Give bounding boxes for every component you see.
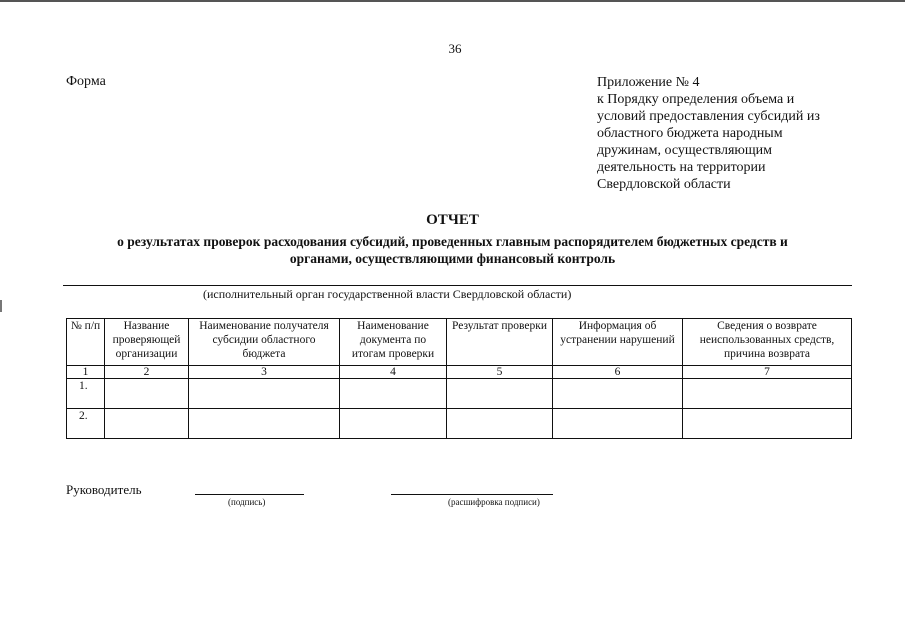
appendix-line: к Порядку определения объема и [597, 92, 795, 107]
header-cell: Информация об устранении нарушений [553, 319, 683, 366]
appendix-line: дружинам, осуществляющим [597, 143, 772, 158]
subtitle-line-1: о результатах проверок расходования субсидий, проведенных главным распорядителем бюджетных средств и [117, 234, 788, 249]
subtitle-line-2: органами, осуществляющими финансовый контроль [289, 251, 616, 266]
table-row [67, 409, 852, 439]
empty-cell [553, 409, 683, 439]
empty-cell [447, 409, 553, 439]
table-row [67, 379, 852, 409]
org-caption: (исполнительный орган государственной власти Свердловской области) [203, 287, 572, 301]
empty-cell [553, 379, 683, 409]
appendix-line: областного бюджета народным [597, 126, 783, 141]
empty-cell [189, 379, 340, 409]
column-number-cell: 5 [447, 366, 553, 379]
report-title: ОТЧЕТ [426, 212, 479, 228]
org-name-line [63, 285, 852, 286]
column-number-row [67, 366, 852, 379]
signature-decode-caption: (расшифровка подписи) [448, 497, 540, 507]
column-number-cell: 7 [683, 366, 852, 379]
header-cell: Наименование документа по итогам проверки [340, 319, 447, 366]
appendix-line: условий предоставления субсидий из [597, 109, 820, 124]
appendix-line: Приложение № 4 [597, 75, 700, 90]
header-cell: № п/п [67, 319, 105, 366]
row-number-cell: 1. [67, 379, 105, 409]
column-number-cell: 2 [105, 366, 189, 379]
empty-cell [683, 409, 852, 439]
column-number-cell: 1 [67, 366, 105, 379]
signature-caption: (подпись) [228, 497, 266, 507]
row-number-cell: 2. [67, 409, 105, 439]
empty-cell [340, 379, 447, 409]
page-number: 36 [448, 41, 462, 56]
scan-edge-mark [0, 300, 2, 312]
signature-line [195, 494, 304, 495]
form-label: Форма [66, 74, 106, 89]
appendix-line: деятельность на территории [597, 160, 766, 175]
header-cell: Сведения о возврате неиспользованных средств, причина возврата [683, 319, 852, 366]
table-header-row [67, 319, 852, 366]
column-number-cell: 4 [340, 366, 447, 379]
signature-label: Руководитель [66, 482, 142, 497]
column-number-cell: 6 [553, 366, 683, 379]
empty-cell [105, 379, 189, 409]
column-number-cell: 3 [189, 366, 340, 379]
empty-cell [340, 409, 447, 439]
empty-cell [189, 409, 340, 439]
empty-cell [105, 409, 189, 439]
report-subtitle [40, 233, 865, 267]
appendix-block [597, 74, 857, 193]
header-cell: Название проверяющей организации [105, 319, 189, 366]
appendix-line: Свердловской области [597, 177, 731, 192]
empty-cell [447, 379, 553, 409]
report-table [66, 318, 852, 439]
signature-decode-line [391, 494, 553, 495]
empty-cell [683, 379, 852, 409]
header-cell: Наименование получателя субсидии областного бюджета [189, 319, 340, 366]
header-cell: Результат проверки [447, 319, 553, 366]
scan-edge-top [0, 0, 905, 2]
